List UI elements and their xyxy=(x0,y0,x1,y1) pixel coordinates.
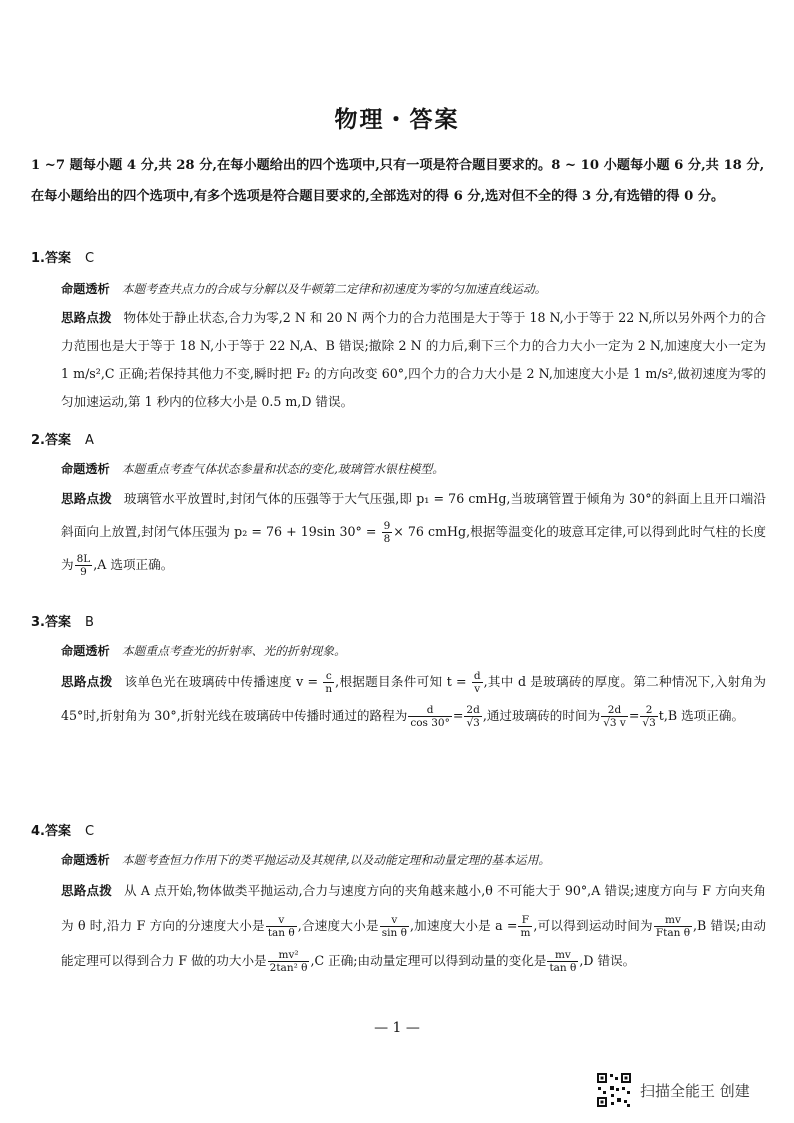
analysis-line xyxy=(61,280,546,297)
hint-label: 思路点拨 xyxy=(61,310,112,325)
analysis-text: 本题重点考查气体状态参量和状态的变化,玻璃管水银柱模型。 xyxy=(121,462,445,476)
page-number: — 1 — xyxy=(374,1020,420,1036)
equals-sign: = xyxy=(452,708,464,723)
fraction: $\frac{9}{8}$ xyxy=(383,520,391,545)
hint-text: 从 A 点开始,物体做类平抛运动,合力与速度方向的夹角越来越小,θ 不可能大于 90°,A 错误;速度方向与 F 方向夹角为 θ 时,沿力 F 方向的分速度大小是 xyxy=(61,883,766,933)
answer-label: 答案 xyxy=(44,251,71,266)
fraction: $\frac{\text{mv²}}{\text{2tan² θ}}$ xyxy=(269,949,308,974)
analysis-text: 本题重点考查光的折射率、光的折射现象。 xyxy=(121,644,346,658)
equals-sign: = xyxy=(628,708,640,723)
question-number: 4. xyxy=(31,824,45,839)
answer-value: C xyxy=(85,824,95,839)
fraction: $\frac{c}{n}$ xyxy=(325,670,333,695)
analysis-line xyxy=(61,851,550,868)
question-1-header xyxy=(31,247,94,266)
hint-text: ,合速度大小是 xyxy=(297,918,379,933)
hint-paragraph xyxy=(61,665,766,733)
hint-text: ,其中 d 是玻璃砖的厚度。第二种情况下,入射角为 45°时,折射角为 30°,折射光线在玻璃砖中传播时通过的路程为 xyxy=(61,674,767,723)
hint-text: 物体处于静止状态,合力为零,2 N 和 20 N 两个力的合力范围是大于等于 18 N,小于等于 22 N,所以另外两个力的合力范围也是大于等于 18 N,小于等于 22 N,A、B 错误;撤除 2 N 的力后,剩下三个力的合力大小一定为 2 N,加速度大小一定为 1 m/s²,C 正确;若保持其他力不变,瞬时把 F₂ 的方向改变 60°,四个力的合力大小是 2 N,加速度大小是 1 m/s²,做初速度为零的匀加速运动,第 1 秒内的位移大小是 0.5 m,D 错误。 xyxy=(61,310,767,409)
fraction: $\frac{mv}{\text{tan θ}}$ xyxy=(549,949,577,974)
fraction: $\frac{mv}{\text{Ftan θ}}$ xyxy=(655,914,691,939)
fraction: $\frac{2d}{√3 v}$ xyxy=(603,704,626,729)
hint-text: ,通过玻璃砖的时间为 xyxy=(482,708,601,723)
hint-paragraph xyxy=(61,873,766,978)
hint-text: ,根据题目条件可知 t = xyxy=(335,674,467,689)
question-3-header xyxy=(31,611,94,630)
answer-label: 答案 xyxy=(44,615,71,630)
hint-text: ,C 正确;由动量定理可以得到动量的变化是 xyxy=(310,953,547,968)
question-4-header xyxy=(31,820,94,839)
fraction: $\frac{v}{\text{tan θ}}$ xyxy=(267,914,295,939)
fraction: $\frac{d}{\cos 30^\circ}$ xyxy=(410,704,450,729)
answer-value: C xyxy=(85,251,95,266)
page-title: 物理・答案 xyxy=(334,107,460,133)
analysis-line xyxy=(61,642,346,659)
question-number: 1. xyxy=(31,251,45,266)
hint-text: ,加速度大小是 a = xyxy=(409,918,518,933)
qr-code-icon xyxy=(596,1072,632,1108)
analysis-label: 命题透析 xyxy=(61,462,110,476)
hint-label: 思路点拨 xyxy=(61,674,113,689)
fraction: $\frac{d}{v}$ xyxy=(473,670,481,695)
analysis-label: 命题透析 xyxy=(61,282,110,296)
scanner-watermark: 扫描全能王 创建 xyxy=(640,1082,750,1100)
hint-text: × 76 cmHg,根据等温变化的玻意耳定律,可以得到此时气柱的长度为 xyxy=(61,524,766,572)
hint-label: 思路点拨 xyxy=(61,491,112,506)
answer-value: B xyxy=(85,615,94,630)
analysis-text: 本题考查恒力作用下的类平抛运动及其规律,以及动能定理和动量定理的基本运用。 xyxy=(121,853,551,867)
hint-text: ,D 错误。 xyxy=(579,953,636,968)
hint-text: 该单色光在玻璃砖中传播速度 v = xyxy=(124,674,319,689)
hint-label: 思路点拨 xyxy=(61,883,112,898)
answer-value: A xyxy=(85,433,94,448)
analysis-label: 命题透析 xyxy=(61,644,110,658)
hint-text: ,B 错误;由动能定理可以得到合力 F 做的功大小是 xyxy=(61,918,766,968)
fraction: $\frac{v}{\text{sin θ}}$ xyxy=(381,914,407,939)
instructions: 1 ~7 题每小题 4 分,共 28 分,在每小题给出的四个选项中,只有一项是符合题目要求的。8 ~ 10 小题每小题 6 分,共 18 分,在每小题给出的四个选项中,有多个选项是符合题目要求的,全部选对的得 6 分,选对但不全的得 3 分,有选错的得 0 分。 xyxy=(31,158,765,204)
hint-text: ,A 选项正确。 xyxy=(93,557,174,572)
hint-text: 玻璃管水平放置时,封闭气体的压强等于大气压强,即 p₁ = 76 cmHg,当玻璃管置于倾角为 30°的斜面上且开口端沿斜面向上放置,封闭气体压强为 p₂ = 76 + 19sin 30° = xyxy=(61,491,767,539)
analysis-line xyxy=(61,460,444,477)
question-2-header xyxy=(31,429,94,448)
hint-text: t,B 选项正确。 xyxy=(658,708,745,723)
hint-paragraph xyxy=(61,482,766,581)
fraction: $\frac{2d}{√3}$ xyxy=(466,704,480,729)
fraction: $\frac{8L}{9}$ xyxy=(76,553,91,578)
fraction: $\frac{F}{m}$ xyxy=(520,914,531,939)
answer-label: 答案 xyxy=(44,433,71,448)
answer-label: 答案 xyxy=(44,824,71,839)
analysis-label: 命题透析 xyxy=(61,853,110,867)
analysis-text: 本题考查共点力的合成与分解以及牛顿第二定律和初速度为零的匀加速直线运动。 xyxy=(121,282,547,296)
question-number: 3. xyxy=(31,615,45,630)
hint-paragraph xyxy=(61,304,766,416)
fraction: $\frac{2}{√3}$ xyxy=(642,704,656,729)
question-number: 2. xyxy=(31,433,45,448)
hint-text: ,可以得到运动时间为 xyxy=(533,918,653,933)
